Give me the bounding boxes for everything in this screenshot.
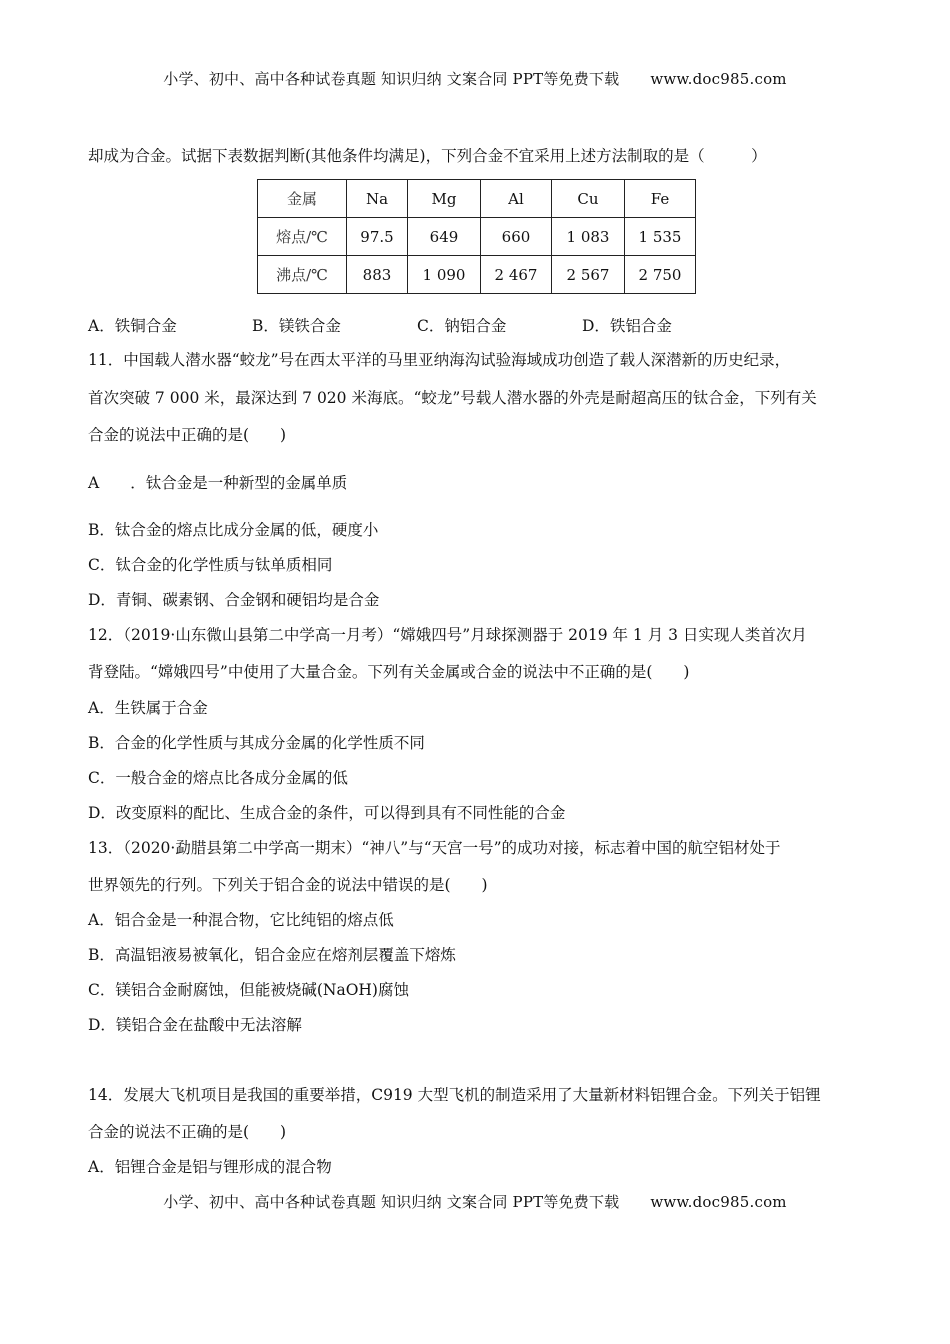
- q13-stem-line: 13．（2020·勐腊县第二中学高一期末）“神八”与“天宫一号”的成功对接，标志着中国的航空铝材处于: [88, 839, 781, 857]
- q13-stem-line: 世界领先的行列。下列关于铝合金的说法中错误的是( ): [88, 876, 488, 894]
- q10-option-c: C．钠铝合金: [417, 317, 507, 335]
- q11-option-c: C．钛合金的化学性质与钛单质相同: [88, 556, 333, 574]
- page-footer: [0, 1191, 950, 1212]
- q14-stem-line: 合金的说法不正确的是( ): [88, 1123, 287, 1141]
- q11-stem-line: 合金的说法中正确的是( ): [88, 426, 287, 444]
- metal-data-table: [257, 179, 696, 294]
- q13-option-a: A．铝合金是一种混合物，它比纯铝的熔点低: [88, 911, 394, 929]
- table-cell: Fe: [625, 180, 696, 218]
- table-cell: 2 467: [481, 256, 552, 294]
- footer-url[interactable]: www.doc985.com: [650, 1193, 787, 1211]
- q12-stem-line: 背登陆。“嫦娥四号”中使用了大量合金。下列有关金属或合金的说法中不正确的是( ): [88, 663, 690, 681]
- q12-option-b: B．合金的化学性质与其成分金属的化学性质不同: [88, 734, 425, 752]
- table-cell: 2 750: [625, 256, 696, 294]
- q10-option-a: A．铁铜合金: [88, 317, 177, 335]
- q14-stem-line: 14．发展大飞机项目是我国的重要举措，C919 大型飞机的制造采用了大量新材料铝锂合金。下列关于铝锂: [88, 1086, 821, 1104]
- header-url[interactable]: www.doc985.com: [650, 70, 787, 88]
- page-header: [0, 68, 950, 89]
- table-cell: Cu: [552, 180, 625, 218]
- q14-option-a: A．铝锂合金是铝与锂形成的混合物: [88, 1158, 332, 1176]
- table-cell: 1 090: [408, 256, 481, 294]
- q12-option-d: D．改变原料的配比、生成合金的条件，可以得到具有不同性能的合金: [88, 804, 566, 822]
- q11-option-a: A ．钛合金是一种新型的金属单质: [88, 474, 348, 492]
- q12-stem-line: 12．（2019·山东微山县第二中学高一月考）“嫦娥四号”月球探测器于 2019 年 1 月 3 日实现人类首次月: [88, 626, 807, 644]
- table-cell: 883: [347, 256, 408, 294]
- q11-option-d: D．青铜、碳素钢、合金钢和硬铝均是合金: [88, 591, 380, 609]
- header-text: 小学、初中、高中各种试卷真题 知识归纳 文案合同 PPT等免费下载: [163, 70, 620, 88]
- table-cell: Al: [481, 180, 552, 218]
- q11-option-b: B．钛合金的熔点比成分金属的低，硬度小: [88, 521, 379, 539]
- table-cell: 金属: [258, 180, 347, 218]
- table-row: [258, 256, 696, 294]
- table-cell: Na: [347, 180, 408, 218]
- q13-option-c: C．镁铝合金耐腐蚀，但能被烧碱(NaOH)腐蚀: [88, 981, 409, 999]
- table-header-row: [258, 180, 696, 218]
- q12-option-c: C．一般合金的熔点比各成分金属的低: [88, 769, 348, 787]
- table-cell: Mg: [408, 180, 481, 218]
- q10-option-d: D．铁铝合金: [582, 317, 672, 335]
- footer-text: 小学、初中、高中各种试卷真题 知识归纳 文案合同 PPT等免费下载: [163, 1193, 620, 1211]
- q12-option-a: A．生铁属于合金: [88, 699, 208, 717]
- table-cell: 649: [408, 218, 481, 256]
- table-row: [258, 218, 696, 256]
- table-cell: 沸点/℃: [258, 256, 347, 294]
- table-cell: 熔点/℃: [258, 218, 347, 256]
- table-cell: 2 567: [552, 256, 625, 294]
- q13-option-b: B．高温铝液易被氧化，铝合金应在熔剂层覆盖下熔炼: [88, 946, 456, 964]
- q10-stem: 却成为合金。试据下表数据判断(其他条件均满足)，下列合金不宜采用上述方法制取的是（ ）: [88, 147, 767, 165]
- table-cell: 660: [481, 218, 552, 256]
- q11-stem-line: 首次突破 7 000 米，最深达到 7 020 米海底。“蛟龙”号载人潜水器的外壳是耐超高压的钛合金，下列有关: [88, 389, 817, 407]
- q10-option-b: B．镁铁合金: [252, 317, 341, 335]
- table-cell: 1 083: [552, 218, 625, 256]
- table-cell: 1 535: [625, 218, 696, 256]
- q11-stem-line: 11．中国载人潜水器“蛟龙”号在西太平洋的马里亚纳海沟试验海域成功创造了载人深潜新的历史纪录，: [88, 351, 791, 369]
- q13-option-d: D．镁铝合金在盐酸中无法溶解: [88, 1016, 302, 1034]
- table-cell: 97.5: [347, 218, 408, 256]
